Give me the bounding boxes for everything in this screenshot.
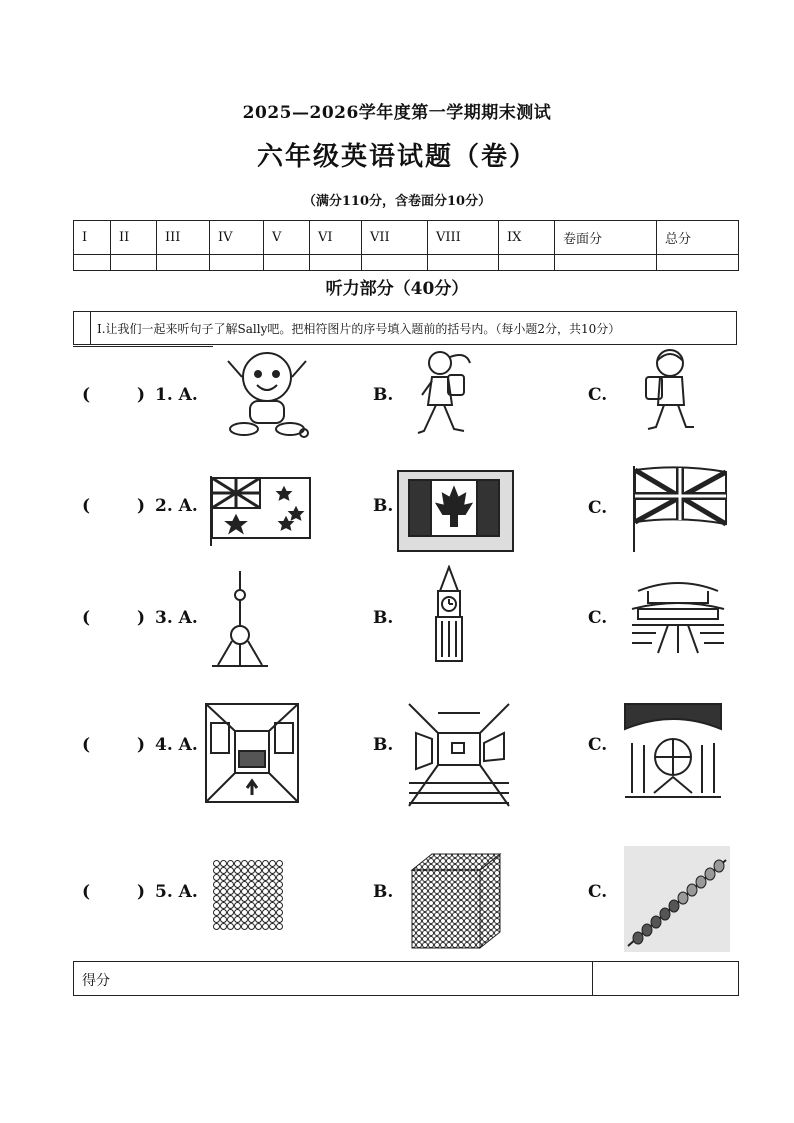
score-note: （满分110分，含卷面分10分）	[302, 194, 492, 209]
answer-paren-close: )	[137, 608, 146, 628]
question-number: 2. A.	[155, 496, 198, 516]
score-cell[interactable]	[428, 255, 499, 271]
divider	[592, 962, 593, 995]
page-title: 六年级英语试题（卷）	[256, 142, 537, 172]
score-cell[interactable]	[362, 255, 428, 271]
answer-paren-close: )	[137, 496, 146, 516]
bead-string-icon[interactable]	[624, 846, 730, 952]
option-b-label: B.	[373, 882, 394, 902]
option-b-label: B.	[373, 608, 394, 628]
score-col-header: VIII	[428, 221, 499, 255]
instruction-box	[73, 311, 737, 345]
score-cell[interactable]	[310, 255, 362, 271]
score-col-header: III	[157, 221, 210, 255]
score-cell[interactable]	[555, 255, 657, 271]
oriental-pearl-tower-icon[interactable]	[210, 569, 270, 669]
score-cell[interactable]	[74, 255, 111, 271]
child-with-backpack-icon[interactable]	[640, 347, 700, 437]
score-box	[73, 961, 739, 996]
question-number: 1. A.	[155, 385, 198, 405]
score-col-header: IX	[499, 221, 555, 255]
score-cell[interactable]	[499, 255, 555, 271]
option-b-label: B.	[373, 385, 394, 405]
question-row	[0, 460, 794, 560]
answer-paren-open: (	[82, 735, 91, 755]
score-col-header: 总分	[657, 221, 739, 255]
space-museum-icon[interactable]	[624, 703, 722, 801]
option-c-label: C.	[588, 498, 608, 518]
art-gallery-icon[interactable]	[408, 703, 510, 807]
answer-paren-open: (	[82, 385, 91, 405]
score-col-header: II	[111, 221, 157, 255]
option-c-label: C.	[588, 385, 608, 405]
answer-paren-close: )	[137, 735, 146, 755]
score-col-header: VII	[362, 221, 428, 255]
question-number: 4. A.	[155, 735, 198, 755]
score-col-header: VI	[310, 221, 362, 255]
bead-square-icon[interactable]	[213, 860, 283, 930]
score-cell[interactable]	[111, 255, 157, 271]
australia-flag-icon[interactable]	[208, 474, 314, 548]
option-c-label: C.	[588, 735, 608, 755]
score-cell[interactable]	[157, 255, 210, 271]
uk-flag-icon[interactable]	[630, 464, 730, 554]
score-col-header: IV	[210, 221, 264, 255]
exam-title: 2025—2026学年度第一学期期末测试	[242, 103, 552, 123]
question-row	[0, 695, 794, 795]
question-row	[0, 842, 794, 942]
score-cell[interactable]	[657, 255, 739, 271]
question-row	[0, 345, 794, 445]
forbidden-city-icon[interactable]	[628, 573, 728, 655]
answer-paren-open: (	[82, 608, 91, 628]
answer-paren-open: (	[82, 882, 91, 902]
score-table	[73, 220, 739, 271]
score-col-header: 卷面分	[555, 221, 657, 255]
answer-paren-close: )	[137, 882, 146, 902]
option-c-label: C.	[588, 882, 608, 902]
car-museum-icon[interactable]	[205, 703, 299, 803]
canada-flag-icon[interactable]	[397, 470, 514, 552]
option-b-label: B.	[373, 496, 394, 516]
score-box-label: 得分	[82, 973, 110, 989]
question-row	[0, 565, 794, 665]
question-number: 5. A.	[155, 882, 198, 902]
bead-cube-icon[interactable]	[410, 852, 502, 950]
section-heading: 听力部分（40分）	[325, 279, 469, 299]
option-c-label: C.	[588, 608, 608, 628]
big-ben-icon[interactable]	[432, 565, 466, 663]
question-number: 3. A.	[155, 608, 198, 628]
option-b-label: B.	[373, 735, 394, 755]
baby-icon[interactable]	[222, 347, 312, 439]
score-cell[interactable]	[264, 255, 310, 271]
instruction-text: I.让我们一起来听句子了解Sally吧。把相符图片的序号填入题前的括号内。（每小题2分，共10分）	[90, 312, 620, 344]
score-col-header: V	[264, 221, 310, 255]
answer-paren-open: (	[82, 496, 91, 516]
score-col-header: I	[74, 221, 111, 255]
score-cell[interactable]	[210, 255, 264, 271]
girl-walking-to-school-icon[interactable]	[410, 347, 480, 441]
answer-paren-close: )	[137, 385, 146, 405]
